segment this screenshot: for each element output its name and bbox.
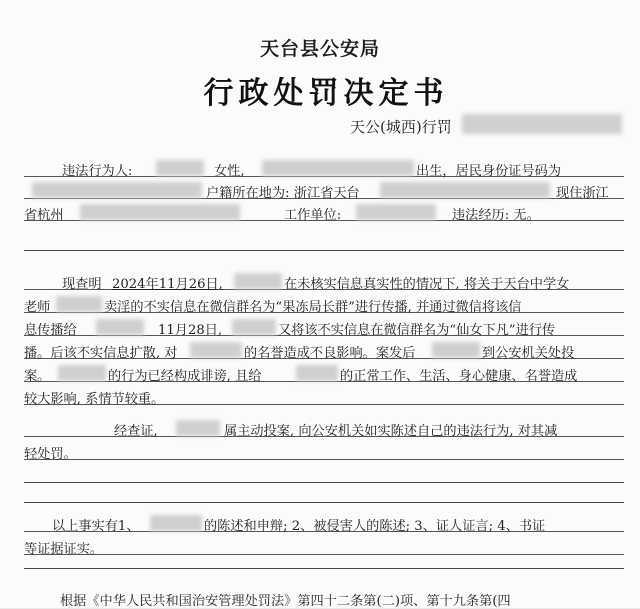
redacted-offender bbox=[58, 365, 106, 381]
current-residence: 现住浙江 bbox=[556, 186, 609, 201]
facts-line-1: 在未核实信息真实性的情况下, 将关于天台中学女 bbox=[284, 277, 570, 292]
redacted-victim bbox=[190, 342, 242, 358]
issuing-agency: 天台县公安局 bbox=[259, 38, 380, 60]
redacted-address bbox=[380, 182, 550, 198]
facts-line-4c: 到公安机关处投 bbox=[482, 346, 575, 361]
underline bbox=[24, 459, 624, 460]
current-residence-city: 省杭州 bbox=[24, 208, 64, 223]
facts-line-5c: 的正常工作、生活、身心健康、名誉造成 bbox=[340, 369, 578, 384]
document-number-prefix: 天公(城西)行罚 bbox=[350, 118, 452, 136]
second-date: 11月28日, bbox=[158, 323, 223, 338]
offender-label: 违法行为人: bbox=[62, 164, 133, 179]
redacted-offender bbox=[432, 342, 480, 358]
document-number bbox=[350, 116, 452, 137]
facts-intro: 现查明 bbox=[62, 277, 102, 292]
redacted-name bbox=[156, 160, 204, 176]
redacted-id-number bbox=[32, 182, 202, 198]
underline bbox=[24, 554, 624, 555]
evidence-line-1: 的陈述和申辩; 2、被侵害人的陈述; 3、证人证言; 4、书证 bbox=[204, 519, 546, 534]
redacted-offender bbox=[232, 319, 276, 335]
facts-line-5a: 案。 bbox=[24, 369, 51, 384]
ruled-line bbox=[24, 250, 624, 251]
facts-line-2: 卖淫的不实信息在微信群名为“果冻局长群”进行传播, 并通过微信将该信 bbox=[104, 300, 522, 315]
redacted-document-number bbox=[462, 114, 622, 134]
redacted-victim bbox=[296, 365, 338, 381]
violation-history: 违法经历: 无。 bbox=[452, 208, 540, 223]
facts-line-6: 较大影响, 系情节较重。 bbox=[24, 392, 165, 407]
evidence-intro: 以上事实有1、 bbox=[52, 519, 140, 534]
mitigation-intro: 经查证, bbox=[114, 424, 158, 439]
redacted-recipient bbox=[96, 319, 144, 335]
facts-line-2a: 老师 bbox=[24, 300, 51, 315]
employer-label: 工作单位: bbox=[284, 208, 342, 223]
redacted-victim bbox=[56, 296, 102, 312]
facts-line-3a: 息传播给 bbox=[24, 323, 77, 338]
mitigation-line-2: 轻处罚。 bbox=[24, 447, 77, 462]
incident-date: 2024年11月26日, bbox=[112, 277, 223, 292]
offender-gender: 女性, bbox=[214, 164, 245, 179]
redacted-offender bbox=[176, 420, 220, 436]
document-title: 行政处罚决定书 bbox=[203, 76, 449, 111]
redacted-offender bbox=[150, 515, 202, 531]
redacted-offender bbox=[234, 273, 282, 289]
legal-basis: 根据《中华人民共和国治安管理处罚法》第四十二条第(二)项、第十九条第(四 bbox=[60, 594, 511, 609]
ruled-line bbox=[24, 568, 624, 569]
evidence-line-2: 等证据证实。 bbox=[24, 542, 104, 557]
redacted-current-address bbox=[80, 204, 240, 220]
facts-line-3: 又将该不实信息在微信群名为“仙女下凡”进行传 bbox=[278, 323, 556, 338]
redacted-birth bbox=[262, 160, 414, 176]
mitigation-line-1: 属主动投案, 向公安机关如实陈述自己的违法行为, 对其减 bbox=[224, 424, 558, 439]
birth-id-text: 出生，居民身份证号码为 bbox=[416, 164, 562, 179]
registered-residence: 户籍所在地为: 浙江省天台 bbox=[206, 186, 360, 201]
redacted-employer bbox=[356, 204, 436, 220]
ruled-line bbox=[24, 482, 624, 483]
facts-line-5b: 的行为已经构成诽谤, 且给 bbox=[108, 369, 262, 384]
facts-line-4b: 的名誉造成不良影响。案发后 bbox=[244, 346, 416, 361]
ruled-line bbox=[24, 502, 624, 503]
facts-line-4a: 播。后该不实信息扩散, 对 bbox=[24, 346, 178, 361]
